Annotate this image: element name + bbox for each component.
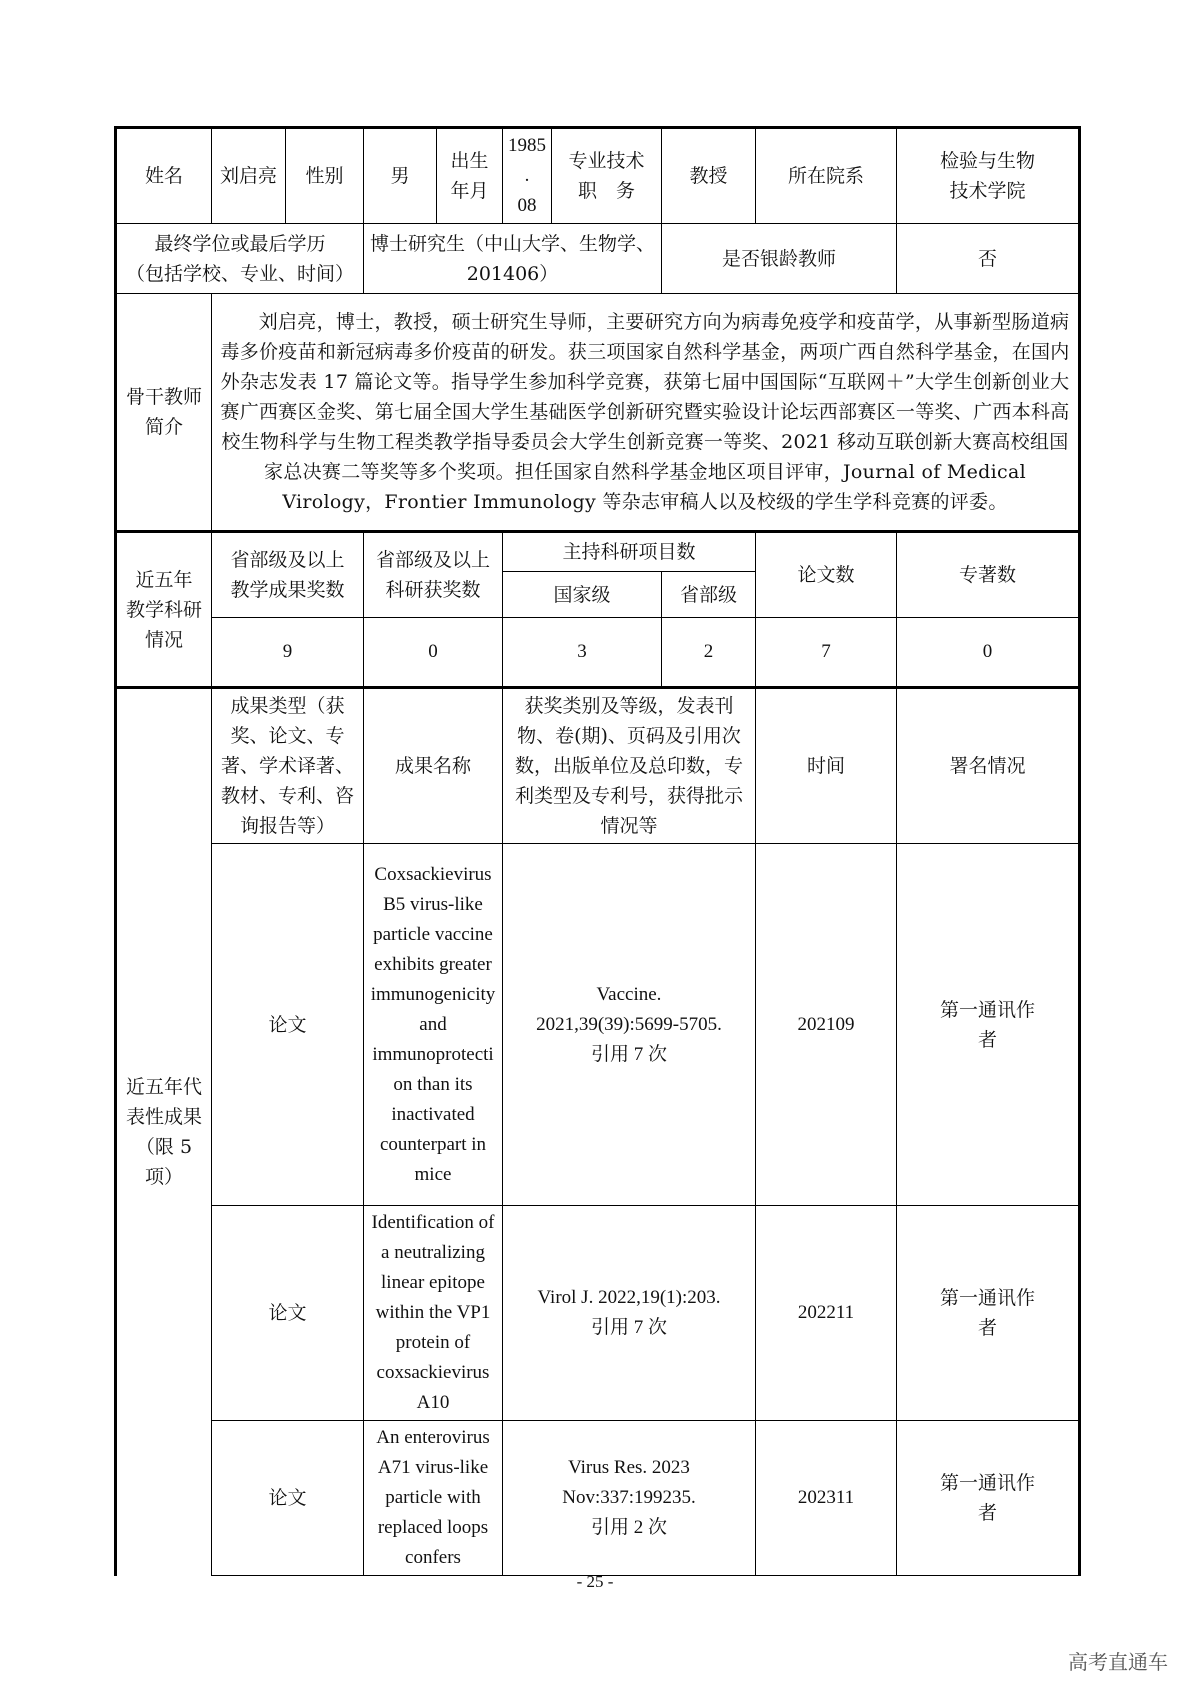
achievement-detail: Virus Res. 2023 Nov:337:199235. 引用 2 次 [503, 1421, 756, 1576]
teaching-awards-label: 省部级及以上 教学成果奖数 [212, 532, 364, 618]
name-value: 刘启亮 [212, 128, 286, 224]
provincial-projects-value: 2 [662, 618, 756, 688]
achievement-type: 论文 [212, 844, 364, 1206]
senior-teacher-value: 否 [897, 224, 1080, 294]
title-value: 教授 [662, 128, 756, 224]
teacher-info-table [114, 126, 1081, 1576]
achievement-type: 论文 [212, 1421, 364, 1576]
research-awards-value: 0 [364, 618, 503, 688]
col-type-header: 成果类型（获奖、论文、专著、学术译著、教材、专利、咨询报告等） [212, 688, 364, 844]
papers-value: 7 [756, 618, 897, 688]
bio-label: 骨干教师 简介 [116, 294, 212, 532]
col-time-header: 时间 [756, 688, 897, 844]
birth-value: 1985. 08 [503, 128, 552, 224]
gender-label: 性别 [286, 128, 364, 224]
achievement-author: 第一通讯作 者 [897, 844, 1080, 1206]
stats-values-row [116, 618, 1080, 688]
achievement-time: 202211 [756, 1206, 897, 1421]
provincial-label: 省部级 [662, 572, 756, 618]
page-number: - 25 - [576, 1572, 614, 1591]
achievement-row [116, 844, 1080, 1206]
books-value: 0 [897, 618, 1080, 688]
name-label: 姓名 [116, 128, 212, 224]
gender-value: 男 [364, 128, 437, 224]
dept-label: 所在院系 [756, 128, 897, 224]
col-author-header: 署名情况 [897, 688, 1080, 844]
achievement-name: Identification of a neutralizing linear epitope within the VP1 protein of coxsackievirus A10 [364, 1206, 503, 1421]
national-label: 国家级 [503, 572, 662, 618]
achievement-author: 第一通讯作 者 [897, 1421, 1080, 1576]
education-row [116, 224, 1080, 294]
col-detail-header: 获奖类别及等级，发表刊物、卷(期)、页码及引用次数，出版单位及总印数，专利类型及专利号，获得批示情况等 [503, 688, 756, 844]
achievement-row [116, 1206, 1080, 1421]
achievements-label: 近五年代 表性成果 （限 5 项） [116, 688, 212, 1576]
papers-label: 论文数 [756, 532, 897, 618]
watermark-text: 高考直通车 [1068, 1650, 1168, 1674]
education-label: 最终学位或最后学历 （包括学校、专业、时间） [116, 224, 364, 294]
achievement-time: 202109 [756, 844, 897, 1206]
achievement-detail: Vaccine. 2021,39(39):5699-5705. 引用 7 次 [503, 844, 756, 1206]
achievement-time: 202311 [756, 1421, 897, 1576]
teaching-awards-value: 9 [212, 618, 364, 688]
achievement-row [116, 1421, 1080, 1576]
national-projects-value: 3 [503, 618, 662, 688]
title-label: 专业技术 职 务 [552, 128, 662, 224]
header-row [116, 128, 1080, 224]
senior-teacher-label: 是否银龄教师 [662, 224, 897, 294]
projects-label: 主持科研项目数 [503, 532, 756, 572]
dept-value: 检验与生物 技术学院 [897, 128, 1080, 224]
achievement-author: 第一通讯作 者 [897, 1206, 1080, 1421]
achievement-type: 论文 [212, 1206, 364, 1421]
education-value: 博士研究生（中山大学、生物学、 201406） [364, 224, 662, 294]
bio-row [116, 294, 1080, 532]
achievement-detail: Virol J. 2022,19(1):203. 引用 7 次 [503, 1206, 756, 1421]
research-awards-label: 省部级及以上 科研获奖数 [364, 532, 503, 618]
stats-label: 近五年 教学科研 情况 [116, 532, 212, 688]
books-label: 专著数 [897, 532, 1080, 618]
birth-label: 出生 年月 [437, 128, 503, 224]
bio-text: 刘启亮，博士，教授，硕士研究生导师，主要研究方向为病毒免疫学和疫苗学，从事新型肠道病毒多价疫苗和新冠病毒多价疫苗的研发。获三项国家自然科学基金，两项广西自然科学基金，在国内外杂志发表 17 篇论文等。指导学生参加科学竞赛，获第七届中国国际“互联网＋”大学生创新创业大赛广西赛区金奖、第七届全国大学生基础医学创新研究暨实验设计论坛西部赛区一等奖、广西本科高校生物科学与生物工程类教学指导委员会大学生创新竞赛一等奖、2021 移动互联创新大赛高校组国家总决赛二等奖等多个奖项。担任国家自然科学基金地区项目评审，Journal of Medical Virology，Frontier Immunology 等杂志审稿人以及校级的学生学科竞赛的评委。 [212, 294, 1080, 532]
col-name-header: 成果名称 [364, 688, 503, 844]
achievement-name: Coxsackievirus B5 virus-like particle vaccine exhibits greater immunogenicity and immunoprotection than its inactivated counterpart in mice [364, 844, 503, 1206]
achievements-header-row [116, 688, 1080, 844]
achievement-name: An enterovirus A71 virus-like particle with replaced loops confers [364, 1421, 503, 1576]
stats-header-row [116, 532, 1080, 572]
